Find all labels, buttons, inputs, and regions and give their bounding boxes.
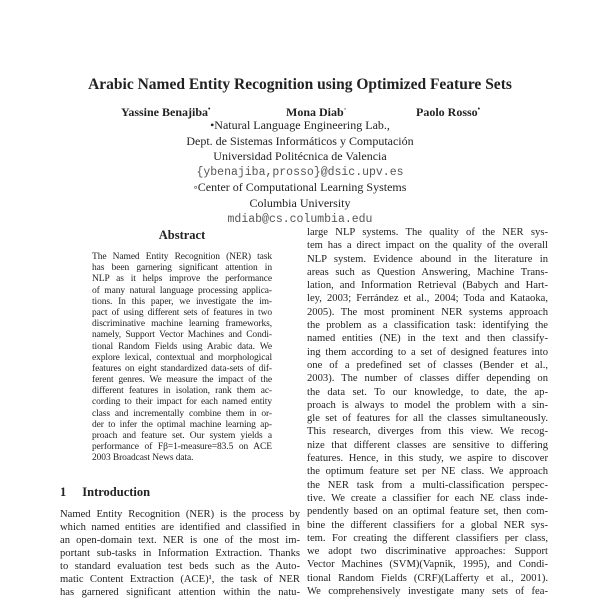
text-line: of many natural language processing applica- (92, 285, 272, 296)
text-line: areas such as Question Answering, Machine Trans- (307, 266, 548, 278)
text-line: Vector Machines (SVM)(Vapnik, 1995), and Condi- (307, 559, 548, 571)
affiliation-line: Columbia University (249, 195, 351, 210)
text-line: class and incrementally combine them in or- (92, 408, 272, 419)
right-column-body (307, 226, 548, 598)
text-line: der to infer the optimal machine learning ap- (92, 419, 272, 430)
author-name: Paolo Rosso (416, 105, 478, 119)
text-line: We comprehensively investigate many sets of fea- (307, 586, 548, 598)
introduction-body (60, 508, 300, 599)
text-line: features. Hence, in this study, we aspire to discover (307, 453, 548, 465)
text-line: This research, diverges from this view. We recog- (307, 426, 548, 438)
text-line: the NER task from a multi-classification perspec- (307, 479, 548, 491)
text-line: pendently based on an optimal feature set, then com- (307, 506, 548, 518)
text-line: we adopt two discriminative approaches: Support (307, 546, 548, 558)
affiliation-line: Universidad Politécnica de Valencia (213, 149, 387, 164)
abstract-heading: Abstract (158, 228, 206, 242)
text-line: ley, 2003; Ferrández et al., 2004; Toda and Kataoka, (307, 293, 548, 305)
text-line: pact of using different sets of features in two (92, 307, 272, 318)
text-line: features on eight standardized data-sets of dif- (92, 363, 272, 374)
section-number: 1 (60, 485, 67, 499)
text-line: 2003). The number of classes differ depending on (307, 373, 548, 385)
text-line: which named entities are identified and classified in (60, 522, 300, 533)
affiliation-line: •Natural Language Engineering Lab., (210, 118, 390, 132)
text-line: Named Entity Recognition (NER) is the process by (60, 509, 300, 520)
affiliation-line: Dept. de Sistemas Informáticos y Computación (186, 133, 414, 148)
text-line: nize that different classes are sensitive to differing (307, 439, 548, 451)
text-line: discriminative machine learning frameworks, (92, 319, 272, 330)
affiliation-line: mdiab@cs.columbia.edu (227, 212, 373, 226)
text-line: performance of Fβ=1-measure=83.5 on ACE (92, 442, 272, 453)
text-line: tions. In this paper, we investigate the im- (92, 296, 272, 307)
text-line: gle set of features for all the classes simultaneously. (307, 413, 548, 425)
text-line: cording to their impact for each named entity (92, 397, 272, 408)
author-mark: • (208, 105, 211, 113)
author-name: Yassine Benajiba (121, 105, 209, 119)
text-line: ing them according to a set of designed features into (307, 346, 548, 358)
text-line: ferent genres. We measure the impact of the (92, 375, 272, 386)
paper-title: Arabic Named Entity Recognition using Optimized Feature Sets (88, 76, 512, 93)
text-line: 2003 Broadcast News data. (92, 453, 194, 464)
affiliation-line: {ybenajiba,prosso}@dsic.upv.es (196, 165, 404, 179)
text-line: one of a predefined set of classes (Bender et al., (307, 359, 548, 371)
text-line: named entities (NE) in the text and then classify- (307, 333, 548, 345)
text-line: the data set. To our knowledge, to date, the ap- (307, 386, 548, 398)
text-line: bine the different classifiers for a global NER sys- (307, 519, 548, 531)
text-line: matic Content Extraction (ACE)¹, the task of NER (60, 574, 300, 585)
section-heading-introduction (60, 485, 150, 500)
text-line: NLP as it helps improve the performance (92, 274, 272, 285)
affiliation-line: ◦Center of Computational Learning Systems (193, 180, 407, 195)
text-line: tem has a direct impact on the quality of the overall (307, 240, 548, 252)
text-line: large NLP systems. The quality of the NER sys- (307, 227, 548, 238)
text-line: 2005). The most prominent NER systems approach (307, 306, 548, 318)
text-line: explore lexical, contextual and morphological (92, 352, 272, 363)
abstract-body (92, 252, 272, 465)
text-line: has been garnering significant attention in (92, 263, 272, 274)
text-line: the optimum feature set per NE class. We approach (307, 466, 548, 478)
section-title: Introduction (82, 485, 151, 499)
author-name: Mona Diab (286, 105, 344, 119)
text-line: NLP system. Evidence abound in the literature in (307, 253, 548, 265)
text-line: lation, and Information Retrieval (Babych and Hart- (307, 280, 548, 292)
text-line: The Named Entity Recognition (NER) task (92, 252, 272, 262)
text-line: namely, Support Vector Machines and Condi- (92, 330, 272, 341)
text-line: to standard evaluation test beds such as the Auto- (60, 561, 300, 572)
text-line: proach and feature set. Our system yields a (92, 431, 272, 441)
text-line: portant sub-tasks in Information Extraction. Thanks (60, 548, 300, 559)
text-line: tive. We create a classifier for each NE class inde- (307, 492, 548, 504)
text-line: different features in isolation, rank them ac- (92, 386, 272, 397)
text-line: has garnered significant attention within the natu- (60, 587, 300, 598)
author-mark: ◦ (343, 105, 347, 113)
text-line: an open-domain text. NER is one of the most im- (60, 535, 300, 546)
affiliations (0, 118, 600, 227)
author-mark: • (477, 105, 481, 113)
text-line: tem. For creating the different classifiers per class, (307, 532, 548, 544)
text-line: the problem as a classification task: identifying the (307, 320, 548, 332)
text-line: tional Random Fields using Arabic data. We (92, 341, 272, 352)
text-line: proach is always to model the problem with a sin- (307, 399, 548, 411)
text-line: tional Random Fields (CRF)(Lafferty et al., 2001). (307, 572, 548, 584)
